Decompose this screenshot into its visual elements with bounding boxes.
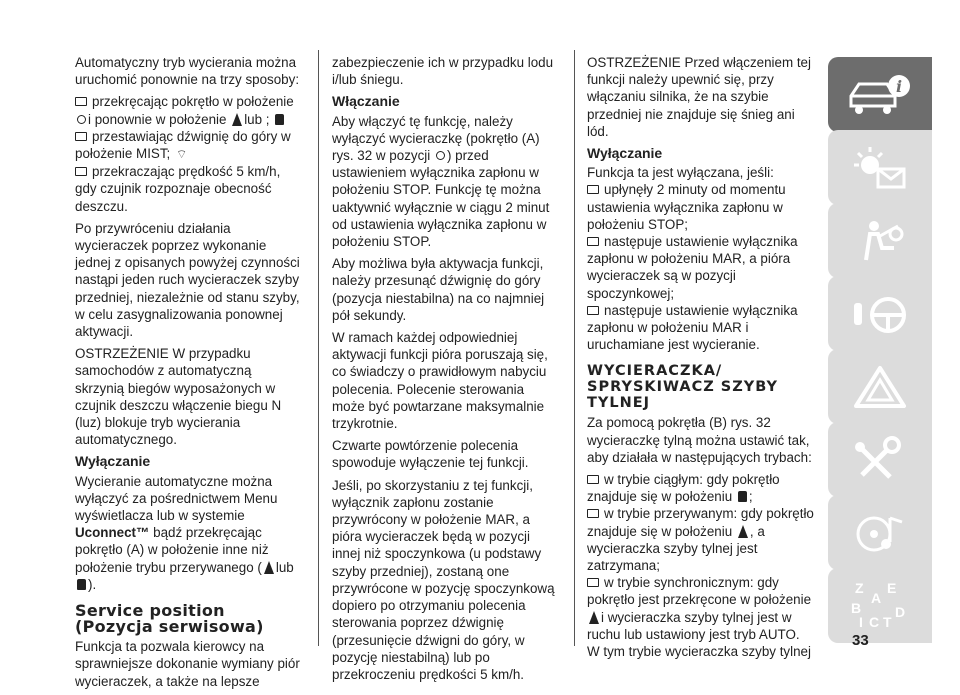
intermittent-wiper-icon (232, 113, 242, 126)
tab-multimedia[interactable] (828, 495, 932, 570)
wiper-slow-icon (77, 579, 86, 590)
bullet-icon (587, 237, 599, 246)
mist-icon: ⌔ (176, 147, 188, 162)
text-column-2 (332, 54, 560, 688)
section-heading: Wyłączanie (75, 453, 151, 470)
bullet-item: w trybie ciągłym: gdy pokrętło znajduje się w położeniu ; (587, 472, 780, 505)
rear-wiper-continuous-icon (738, 491, 747, 502)
paragraph: Po przywróceniu działania wycieraczek poprzez wykonanie jednej z opisanych powyżej czynności nastąpi jeden ruch wycieraczek szyby przedniej, niezależnie od stanu szyby, w celu zasygnalizowania ponownej aktywacji. (75, 220, 300, 340)
chapter-heading: Service position (Pozycja serwisowa) (75, 601, 264, 637)
paragraph: Czwarte powtórzenie polecenia spowoduje wyłączenie tej funkcji. (332, 438, 529, 471)
bullet-icon (587, 475, 599, 484)
paragraph: W ramach każdej odpowiedniej aktywacji funkcji pióra poruszają się, co świadczy o prawidłowym nabyciu polecenia. Polecenie sterowania może być powtarzane maksymalnie trzykrotnie. (332, 330, 548, 432)
tab-car-info[interactable] (828, 57, 932, 132)
car-info-icon (845, 72, 915, 118)
paragraph: Funkcja ta jest wyłączana, jeśli: (587, 165, 774, 181)
bullet-item: następuje ustawienie wyłącznika zapłonu w położeniu MAR, a pióra wycieraczek są w pozycji spoczynkowej; (587, 234, 798, 301)
warning-triangle-icon (848, 362, 912, 412)
index-letters-icon (845, 579, 915, 633)
bullet-icon (75, 97, 87, 106)
maintenance-tools-icon (848, 435, 912, 485)
index-letter: B (851, 599, 862, 616)
tab-index[interactable] (828, 568, 932, 643)
tab-maintenance[interactable] (828, 422, 932, 497)
bullet-icon (587, 578, 599, 587)
warning-paragraph: OSTRZEŻENIE W przypadku samochodów z automatyczną skrzynią biegów wyposażonych w czujnik deszczu włączenie biegu N (luz) blokuje tryb wycierania automatycznego. (75, 346, 282, 448)
wiper-slow-icon (275, 114, 284, 125)
tab-safety[interactable] (828, 203, 932, 278)
column-divider (318, 50, 319, 646)
paragraph: Funkcja ta pozwala kierowcy na sprawniejsze dokonanie wymiany piór wycieraczek, a także na lepsze (75, 639, 300, 689)
paragraph: Aby włączyć tę funkcję, należy wyłączyć wycieraczkę (pokrętło (A) rys. 32 w pozycji ) przed ustawieniem wyłącznika zapłonu w położeniu STOP. Funkcję tę można uaktywnić wyłącznie w ciągu 2 minut od ustawienia wyłącznika zapłonu w położeniu STOP. (332, 113, 550, 250)
tab-driving[interactable] (828, 276, 932, 351)
paragraph: Aby możliwa była aktywacja funkcji, należy przesunąć dźwignię do góry (pozycja niestabilna) na co najmniej pół sekundy. (332, 256, 545, 323)
svg-text:i: i (895, 76, 903, 96)
index-letter: D (895, 603, 906, 620)
bullet-icon (587, 509, 599, 518)
tab-dashboard-lights[interactable] (828, 130, 932, 205)
tab-emergency[interactable] (828, 349, 932, 424)
text-column-3 (587, 54, 819, 660)
bullet-item: w trybie synchronicznym: gdy pokrętło jest przekręcone w położenie i wycieraczka szyby tylnej jest w ruchu lub ustawiony jest tryb AUTO. (587, 575, 812, 642)
paragraph: W tym trybie wycieraczka szyby tylnej (587, 644, 811, 660)
multimedia-icon (848, 508, 912, 558)
warning-paragraph: OSTRZEŻENIE Przed włączeniem tej funkcji należy upewnić się, przy włączaniu silnika, że na szybie przedniej nie znajduje się śnieg ani lód. (587, 55, 811, 139)
section-heading: Wyłączanie (587, 145, 663, 162)
paragraph: Automatyczny tryb wycierania można uruchomić ponownie na trzy sposoby: (75, 55, 300, 88)
steering-wheel-icon (848, 289, 912, 339)
dashboard-lights-icon (848, 143, 912, 193)
paragraph: zabezpieczenie ich w przypadku lodu i/lub śniegu. (332, 55, 554, 88)
column-divider (574, 50, 575, 646)
paragraph: Jeśli, po skorzystaniu z tej funkcji, wyłącznik zapłonu zostanie przywrócony w położenie MAR, a pióra wycieraczek będą w pozycji innej niż spoczynkowa (u podstawy szyby przedniej), zostaną one przywrócone w pozycję spoczynkową dopiero po otrzymaniu polecenia sterowania poprzez dźwignię (przesunięcie dźwigni do góry, w pozycję niestabilną) lub po przekroczeniu prędkości 5 km/h. (332, 477, 555, 682)
section-heading: Włączanie (332, 93, 400, 110)
bullet-icon (587, 185, 599, 194)
bullet-icon (587, 306, 599, 315)
paragraph: Za pomocą pokrętła (B) rys. 32 wycieraczkę tylną można ustawić tak, aby działała w następujących trybach: (587, 415, 812, 465)
rear-wiper-intermittent-icon (738, 525, 748, 538)
auto-position-icon (77, 115, 86, 124)
index-letter: Z (855, 579, 864, 596)
bullet-item: przekraczając prędkość 5 km/h, gdy czujnik rozpoznaje obecność deszczu. (75, 164, 281, 214)
rear-wiper-sync-icon (589, 611, 599, 624)
bullet-icon (75, 132, 87, 141)
airbag-seat-icon (848, 216, 912, 266)
index-letter: I (859, 613, 863, 630)
bullet-item: upłynęły 2 minuty od momentu ustawienia wyłącznika zapłonu w położeniu STOP; (587, 182, 786, 232)
intermittent-wiper-icon (264, 561, 274, 574)
index-letter: C (869, 613, 880, 630)
page-number: 33 (852, 632, 869, 649)
chapter-tab-strip (828, 57, 932, 641)
bullet-icon (75, 167, 87, 176)
text-column-1 (75, 54, 303, 695)
chapter-heading: WYCIERACZKA/ SPRYSKIWACZ SZYBY TYLNEJ (587, 363, 778, 412)
index-letter: T (883, 613, 892, 630)
off-position-icon (436, 151, 445, 160)
index-letter: A (871, 589, 882, 606)
paragraph: Wycieranie automatyczne można wyłączyć za pośrednictwem Menu wyświetlacza lub w systemie Uconnect™ bądź przekręcając pokrętło (A) w położenie inne niż położenie trybu przerywanego ( lub ). (75, 473, 294, 592)
bullet-item: w trybie przerywanym: gdy pokrętło znajduje się w położeniu , a wycieraczka szyby tylnej jest zatrzymana; (587, 506, 814, 574)
index-letter: E (887, 579, 897, 596)
bullet-item: następuje ustawienie wyłącznika zapłonu w położeniu MAR i uruchamiane jest wycieranie. (587, 302, 798, 353)
bullet-item: przekręcając pokrętło w położenie i ponownie w położenie lub ; (75, 93, 303, 127)
bullet-item: przestawiając dźwignię do góry w położenie MIST; ⌔ (75, 128, 303, 163)
